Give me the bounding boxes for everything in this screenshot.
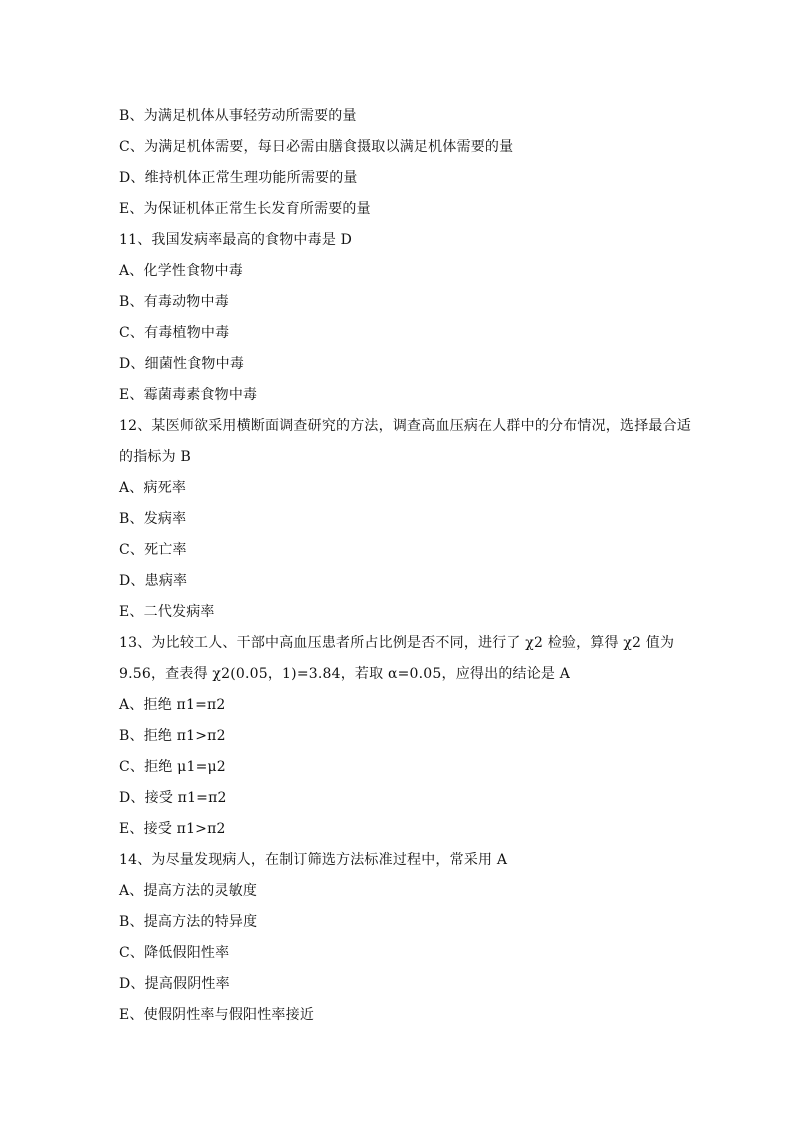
option-line: B、提高方法的特异度 bbox=[119, 914, 258, 930]
option-line: C、有毒植物中毒 bbox=[119, 325, 230, 341]
option-line: E、使假阴性率与假阳性率接近 bbox=[119, 1007, 315, 1023]
option-line: D、细菌性食物中毒 bbox=[119, 356, 245, 372]
option-line: B、有毒动物中毒 bbox=[119, 294, 229, 310]
option-line: B、拒绝 π1>π2 bbox=[119, 728, 226, 744]
option-line: E、接受 π1>π2 bbox=[119, 821, 226, 837]
option-line: A、病死率 bbox=[119, 480, 187, 496]
option-line: E、为保证机体正常生长发育所需要的量 bbox=[119, 201, 371, 217]
question-12-continued: 的指标为 B bbox=[119, 449, 191, 465]
option-line: D、维持机体正常生理功能所需要的量 bbox=[119, 170, 358, 186]
question-13-continued: 9.56，查表得 χ2(0.05，1)=3.84，若取 α=0.05，应得出的结论是 A bbox=[119, 666, 571, 682]
option-line: A、化学性食物中毒 bbox=[119, 263, 243, 279]
option-line: E、霉菌毒素食物中毒 bbox=[119, 387, 258, 403]
option-line: B、为满足机体从事轻劳动所需要的量 bbox=[119, 108, 357, 124]
option-line: C、为满足机体需要，每日必需由膳食摄取以满足机体需要的量 bbox=[119, 139, 514, 155]
question-13: 13、为比较工人、干部中高血压患者所占比例是否不同，进行了 χ2 检验，算得 χ2 值为 bbox=[119, 635, 675, 651]
option-line: A、拒绝 π1=π2 bbox=[119, 697, 226, 713]
option-line: A、提高方法的灵敏度 bbox=[119, 883, 258, 899]
question-11: 11、我国发病率最高的食物中毒是 D bbox=[119, 232, 353, 248]
option-line: B、发病率 bbox=[119, 511, 187, 527]
option-line: E、二代发病率 bbox=[119, 604, 215, 620]
question-text-block bbox=[119, 101, 692, 1031]
option-line: D、接受 π1=π2 bbox=[119, 790, 227, 806]
option-line: D、提高假阴性率 bbox=[119, 976, 230, 992]
question-12: 12、某医师欲采用横断面调查研究的方法，调查高血压病在人群中的分布情况，选择最合适 bbox=[119, 418, 692, 434]
option-line: D、患病率 bbox=[119, 573, 188, 589]
option-line: C、降低假阳性率 bbox=[119, 945, 230, 961]
option-line: C、死亡率 bbox=[119, 542, 187, 558]
question-14: 14、为尽量发现病人，在制订筛选方法标准过程中，常采用 A bbox=[119, 852, 508, 868]
option-line: C、拒绝 μ1=μ2 bbox=[119, 759, 226, 775]
